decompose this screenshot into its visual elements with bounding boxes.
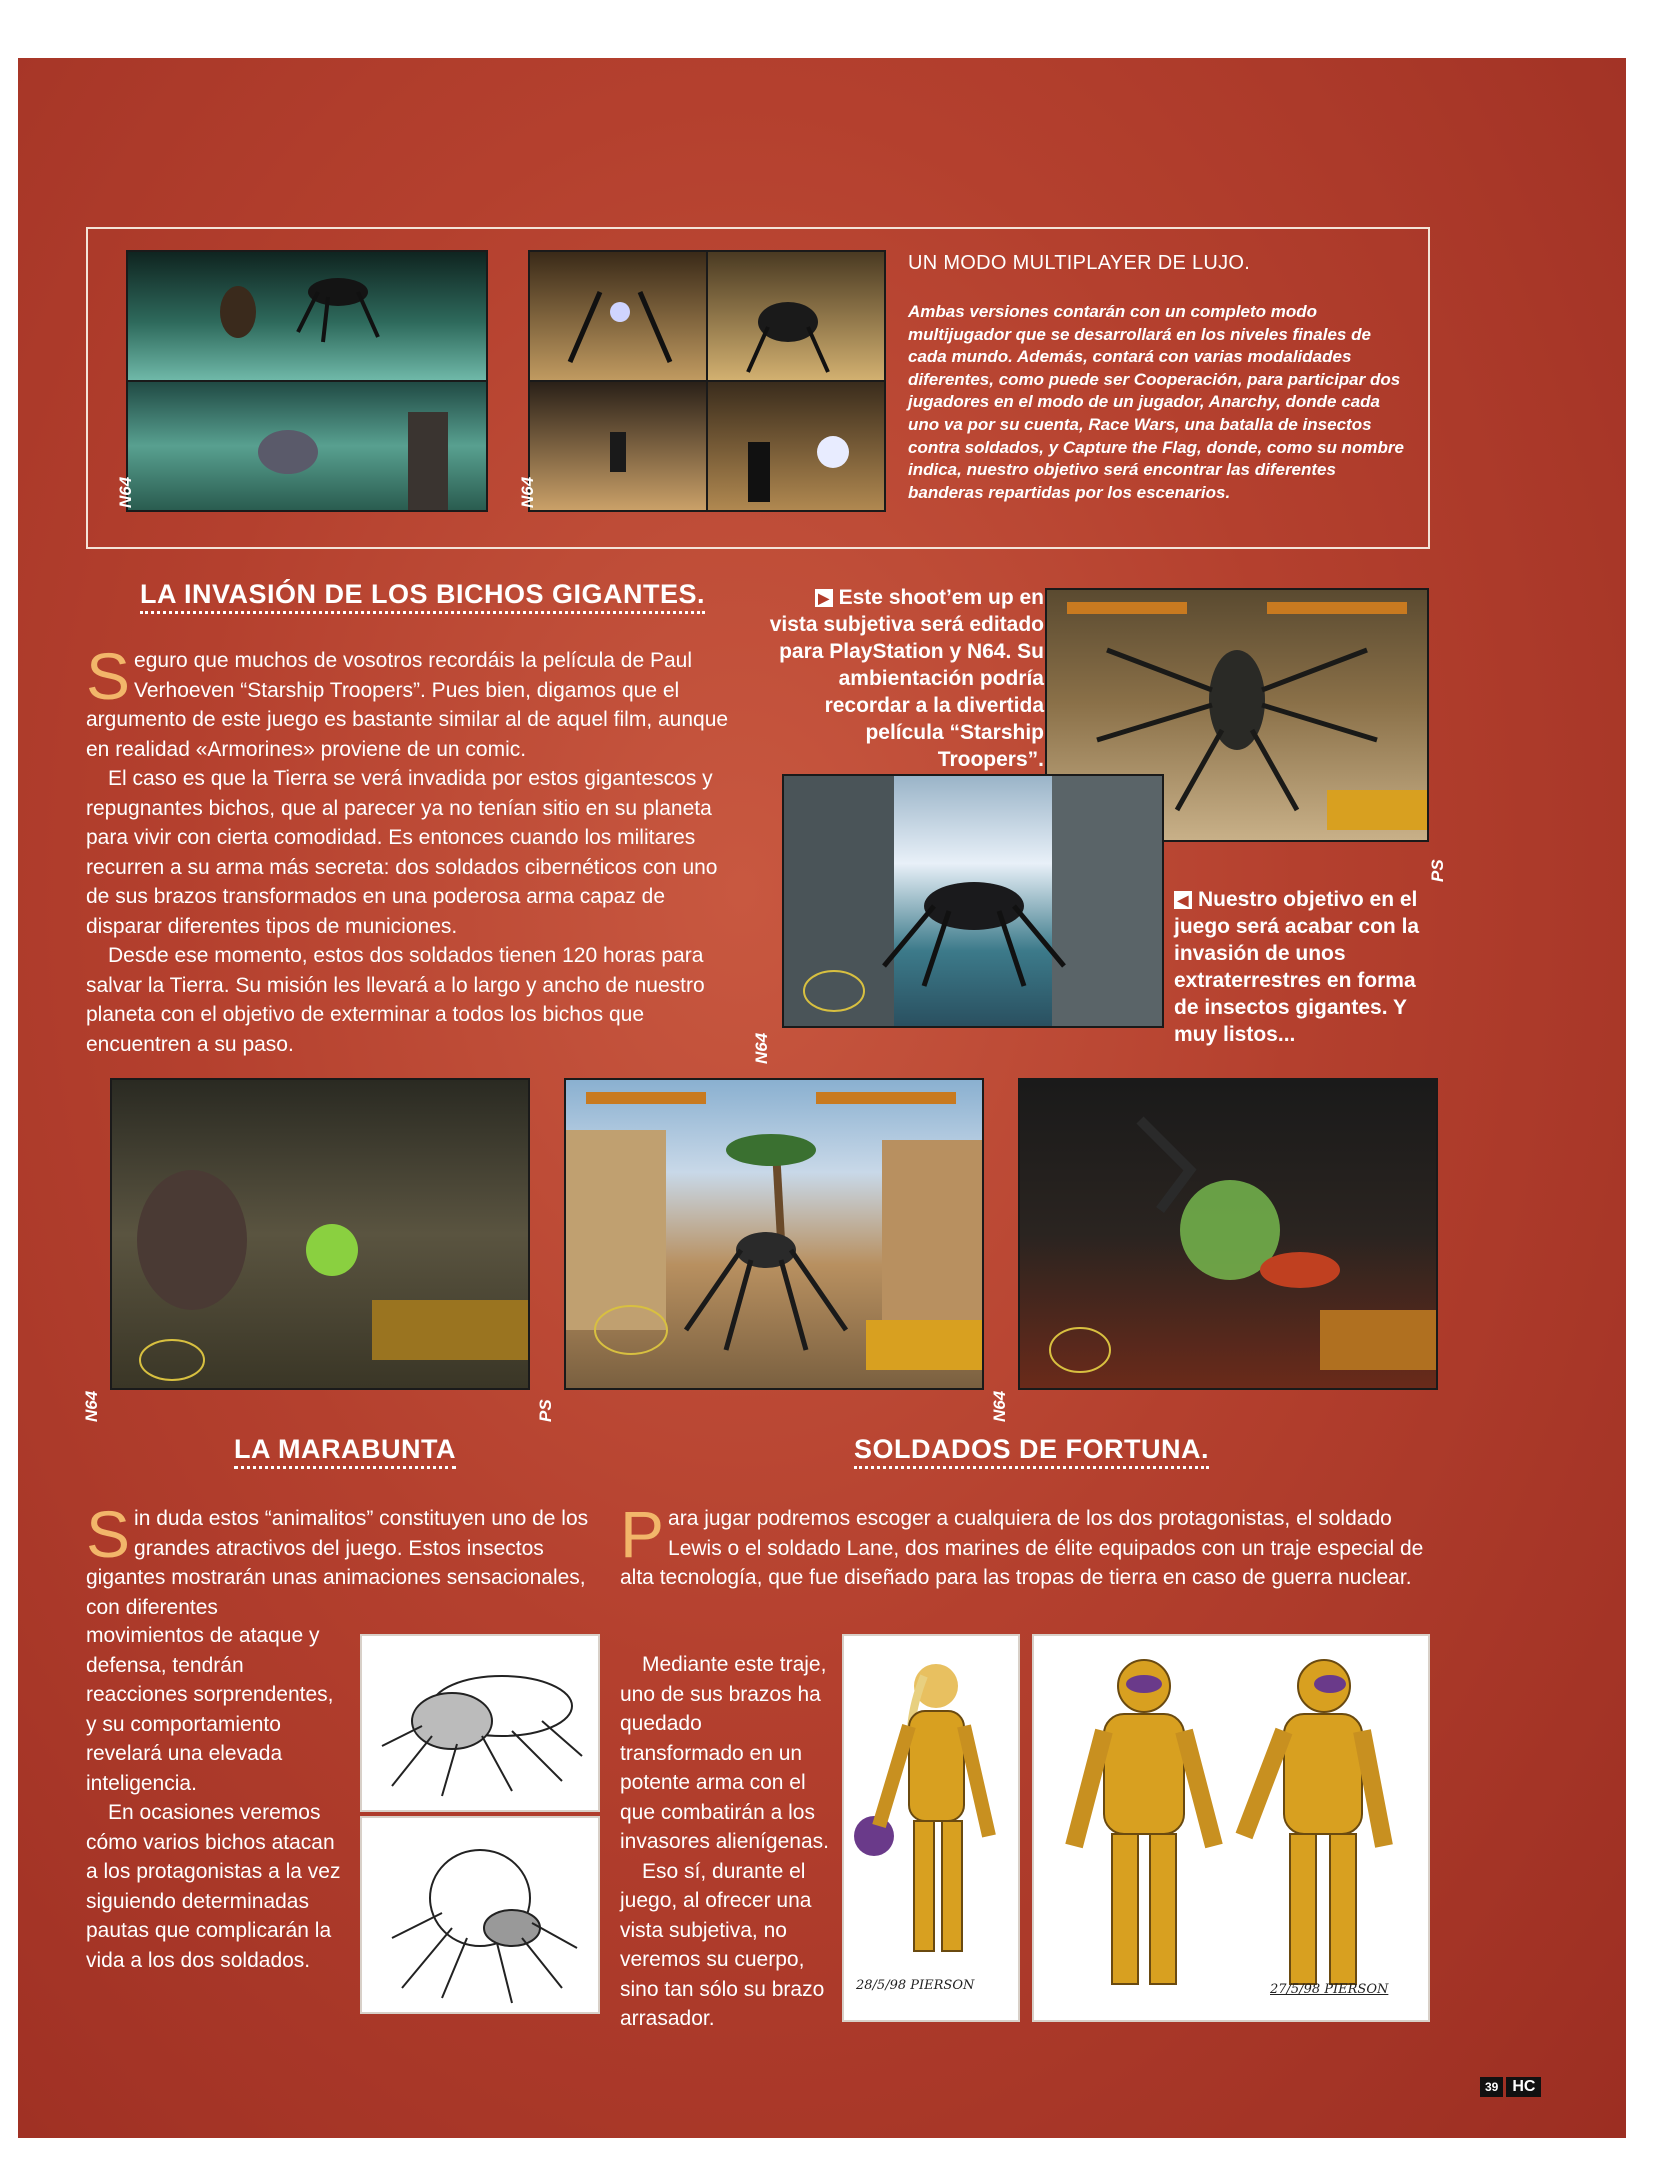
magazine-logo: HC [1506,2077,1541,2097]
section-heading-invasion: LA INVASIÓN DE LOS BICHOS GIGANTES. [140,579,705,610]
soldier-sketch-1 [842,1634,1020,2022]
magazine-page [18,58,1626,2138]
multiplayer-screenshot-grid-3 [528,380,708,512]
dropcap: P [620,1497,665,1571]
dropcap: S [86,1497,131,1571]
platform-label: N64 [518,476,537,508]
platform-label: N64 [116,476,135,508]
arrow-left-icon: ◀ [1174,891,1192,909]
screenshot-n64-creature [110,1078,530,1390]
multiplayer-screenshot-grid-1 [528,250,708,382]
platform-label: PS [536,1399,555,1422]
section-heading-marabunta: LA MARABUNTA [234,1434,456,1465]
dropcap: S [86,639,131,713]
arrow-right-icon: ▶ [815,589,833,607]
sketch-signature: 27/5/98 PIERSON [1270,1982,1389,1997]
multiplayer-screenshot-top-left [126,250,488,382]
caption-shootem-up: ▶ Este shoot’em up en vista subjetiva será editado para PlayStation y N64. Su ambientación podría recordar a la divertida película “Starship Troopers”. [769,586,1044,771]
section-soldados-body-top: Para jugar podremos escoger a cualquiera de los dos protagonistas, el soldado Lewis o el soldado Lane, dos marines de élite equipados con un traje especial de alta tecnología, que fue diseñado para las tropas de tierra en caso de guerra nuclear. [620,1497,1424,1589]
section-marabunta-body-top: Sin duda estos “animalitos” constituyen uno de los grandes atractivos del juego. Estos insectos gigantes mostrarán unas animaciones sensacionales, con diferentes [86,1497,589,1619]
section-soldados-body-narrow: Mediante este traje, uno de sus brazos ha quedado transformado en un potente arma con el que combatirán a los invasores alienígenas. Eso sí, durante el juego, al ofrecer una vista subjetiva, no veremos su cuerpo, sino tan sólo su brazo arrasador. [620,1653,829,2030]
multiplayer-title: UN MODO MULTIPLAYER DE LUJO. [908,252,1251,274]
platform-label: N64 [82,1390,101,1422]
multiplayer-screenshot-grid-4 [706,380,886,512]
screenshot-ps-palm [564,1078,984,1390]
multiplayer-screenshot-bottom-left [126,380,488,512]
bug-sketch-2 [360,1816,600,2014]
platform-label: PS [1428,859,1447,882]
multiplayer-screenshot-grid-2 [706,250,886,382]
caption-objective: ◀ Nuestro objetivo en el juego será acabar con la invasión de unos extraterrestres en forma de insectos gigantes. Y muy listos... [1174,888,1420,1046]
soldier-sketch-2 [1032,1634,1430,2022]
section-heading-soldados: SOLDADOS DE FORTUNA. [854,1434,1209,1465]
page-number-badge [1480,2074,1541,2100]
platform-label: N64 [752,1032,771,1064]
page-number: 39 [1480,2077,1503,2097]
screenshot-n64-explosion [1018,1078,1438,1390]
sketch-signature: 28/5/98 PIERSON [856,1978,975,1993]
multiplayer-text: Ambas versiones contarán con un completo modo multijugador que se desarrollará en los niveles finales de cada mundo. Además, contará con varias modalidades diferentes, como puede ser Cooperación, para participar dos jugadores en el modo de un jugador, Anarchy, donde cada uno va por su cuenta, Race Wars, una batalla de insectos contra soldados, y Capture the Flag, donde, como su nombre indica, nuestro objetivo será encontrar las diferentes banderas repartidas por los escenarios. [908,302,1404,502]
section-marabunta-body-narrow: movimientos de ataque y defensa, tendrán reacciones sorprendentes, y su comportamiento revelará una elevada inteligencia. En ocasiones veremos cómo varios bichos atacan a los protagonistas a la vez siguiendo determinadas pautas que complicarán la vida a los dos soldados. [86,1624,341,1972]
screenshot-n64-spiders-corridor [782,774,1164,1028]
bug-sketch-1 [360,1634,600,1812]
platform-label: N64 [990,1390,1009,1422]
section-invasion-body: Seguro que muchos de vosotros recordáis la película de Paul Verhoeven “Starship Troopers”. Pues bien, digamos que el argumento de este juego es bastante similar al de aquel film, aunque en realidad «Armorines» proviene de un comic. El caso es que la Tierra se verá invadida por estos gigantescos y repugnantes bichos, que al parecer ya no tenían sitio en su planeta para vivir con cierta comodidad. Es entonces cuando los militares recurren a su arma más secreta: dos soldados cibernéticos con uno de sus brazos transformados en una poderosa arma capaz de disparar diferentes tipos de municiones. Desde ese momento, estos dos soldados tienen 120 horas para salvar la Tierra. Su misión les llevará a lo largo y ancho de nuestro planeta con el objetivo de exterminar a todos los bichos que encuentren a su paso. [86,639,729,1056]
